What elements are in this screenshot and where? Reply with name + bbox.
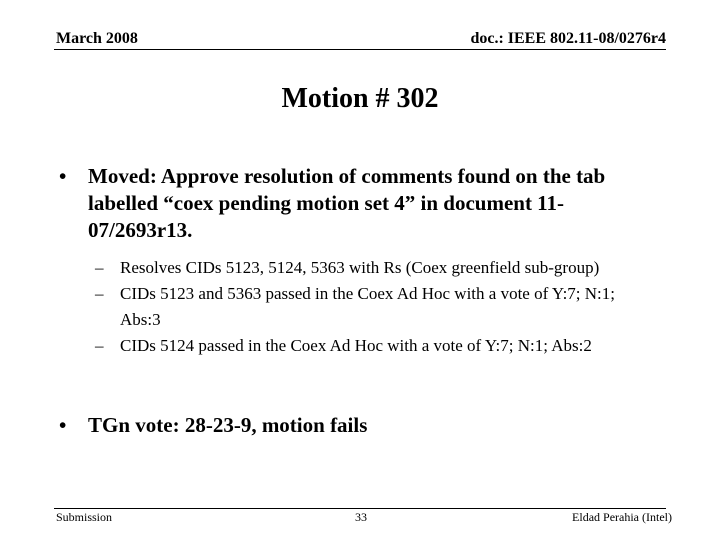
sub-bullet-item (95, 333, 640, 359)
header-doc-id: doc.: IEEE 802.11-08/0276r4 (470, 30, 666, 47)
sub-bullet-item (95, 281, 640, 333)
bullet-marker: • (59, 164, 67, 188)
sub-bullet-text: CIDs 5124 passed in the Coex Ad Hoc with a vote of Y:7; N:1; Abs:2 (120, 336, 592, 355)
dash-marker: – (95, 336, 104, 355)
slide-title: Motion # 302 (281, 83, 439, 114)
footer-author: Eldad Perahia (Intel) (572, 510, 672, 524)
bullet-marker: • (59, 413, 67, 437)
sub-bullet-item (95, 255, 640, 281)
bullet-text: TGn vote: 28-23-9, motion fails (88, 413, 368, 437)
sub-bullet-text: Resolves CIDs 5123, 5124, 5363 with Rs (Coex greenfield sub-group) (120, 258, 600, 277)
sub-bullet-list (95, 255, 640, 359)
page-number: 33 (355, 510, 367, 524)
footer-submission: Submission (56, 510, 113, 524)
dash-marker: – (95, 284, 104, 303)
dash-marker: – (95, 258, 104, 277)
sub-bullet-text: CIDs 5123 and 5363 passed in the Coex Ad Hoc with a vote of Y:7; N:1; Abs:3 (120, 284, 616, 329)
bullet-text: Moved: Approve resolution of comments found on the tab labelled “coex pending motion set 4” in document 11-07/2693r13. (88, 164, 606, 242)
footer-divider (54, 508, 666, 509)
bullet-vote-result (59, 412, 663, 439)
header-date: March 2008 (56, 30, 138, 47)
header-divider (54, 49, 666, 50)
bullet-motion (59, 163, 663, 244)
